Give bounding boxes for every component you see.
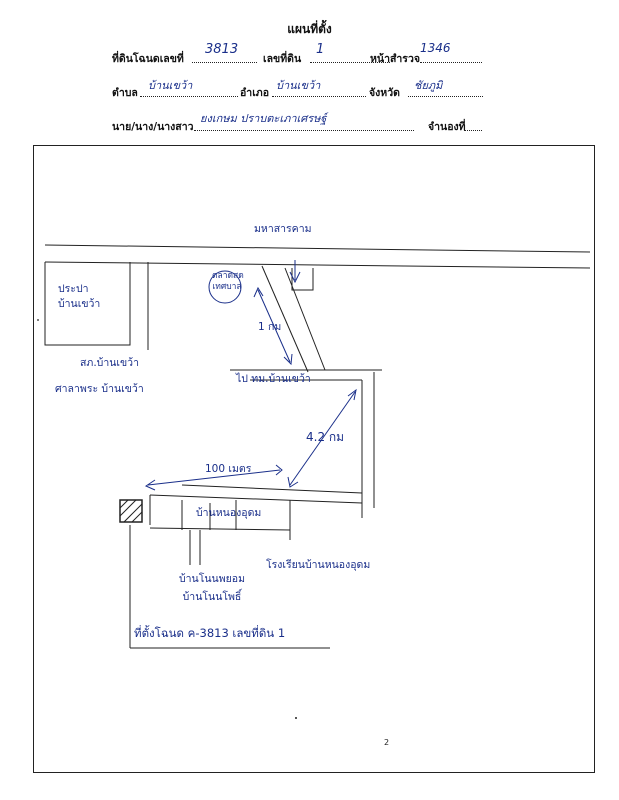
page-mark: 2 [384,738,390,747]
parcel-value: 1 [316,42,325,57]
amphoe-value: บ้านเขว้า [276,79,321,92]
label-market: ตลาดสด เทศบาล [212,271,244,292]
owner-value: ยงเกษม ปราบตะเภาเศรษฐ์ [200,112,327,125]
site-marker [120,500,142,522]
village-road-top [182,485,362,493]
label-42km: 4.2 กม [306,430,345,444]
survey-value: 1346 [420,41,451,55]
arrow-42km-tail [288,477,298,487]
label-to-municipality: ไป ทม.บ้านเขว้า [236,373,311,385]
village-lane [150,528,290,530]
label-temple: ศาลาพระ บ้านเขว้า [55,383,144,395]
owner-label: นาย/นาง/นางสาว [112,121,194,133]
page-title: แผนที่ตั้ง [287,22,332,36]
main-road-top-edge [45,245,590,252]
deed-value: 3813 [205,42,239,57]
stray-dot-2 [37,319,39,321]
label-site-caption: ที่ตั้งโฉนด ค-3813 เลขที่ดิน 1 [134,626,286,640]
label-1km: 1 กม [258,321,282,333]
tambon-value: บ้านเขว้า [148,79,193,92]
arrow-42km-head [348,390,356,400]
label-school-right: โรงเรียนบ้านหนองอุดม [266,559,371,571]
label-top-road: มหาสารคาม [254,223,312,235]
stray-dot-1 [295,717,297,719]
label-village: บ้านหนองอุดม [196,507,262,519]
mortgage-label: จำนองที่ [428,121,466,133]
tambon-label: ตำบล [112,87,138,99]
diagonal-road-right-edge [285,268,325,370]
label-100m: 100 เมตร [205,463,252,475]
label-school-left: บ้านโนนพยอม บ้านโนนโพธิ์ [178,573,246,603]
survey-label: หน้าสำรวจ [370,53,420,65]
amphoe-label: อำเภอ [240,87,270,99]
arrow-1km-head [284,354,292,364]
province-value: ชัยภูมิ [414,79,443,92]
label-waterworks: ประปา บ้านเขว้า [58,283,101,310]
arrow-1km-tail [254,288,263,297]
parcel-label: เลขที่ดิน [263,53,302,65]
label-police: สภ.บ้านเขว้า [80,357,139,369]
main-road-bottom-edge [45,262,590,268]
deed-label: ที่ดินโฉนดเลขที่ [112,53,184,65]
province-label: จังหวัด [369,87,400,99]
